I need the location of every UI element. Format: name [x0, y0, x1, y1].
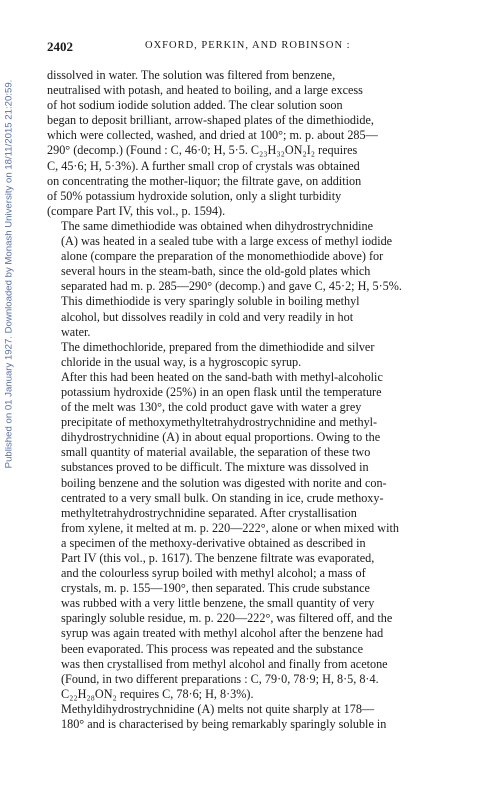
text-line: sparingly soluble residue, m. p. 220—222°, was filtered off, and the	[61, 611, 393, 626]
text-line: separated had m. p. 285—290° (decomp.) and gave C, 45·2; H, 5·5%.	[61, 279, 402, 294]
text-line: boiling benzene and the solution was digested with norite and con-	[61, 475, 387, 490]
paragraph	[47, 340, 439, 370]
text-line: was then crystallised from methyl alcohol and finally from acetone	[61, 656, 388, 671]
text-line: a specimen of the methoxy-derivative obtained as described in	[61, 535, 366, 550]
paragraph	[47, 702, 439, 732]
text-line: alone (compare the preparation of the monomethiodide above) for	[61, 249, 384, 264]
text-line: been evaporated. This process was repeated and the substance	[61, 641, 363, 656]
text-line: (A) was heated in a sealed tube with a large excess of methyl iodide	[61, 234, 393, 249]
text-line: potassium hydroxide (25%) in an open flask until the temperature	[61, 384, 382, 399]
text-line: from xylene, it melted at m. p. 220—222°, alone or when mixed with	[61, 520, 399, 535]
text-line: methyltetrahydrostrychnidine separated. After crystallisation	[61, 505, 357, 520]
page-number: 2402	[47, 39, 73, 54]
page-header	[47, 39, 439, 55]
text-line: (Found, in two different preparations : C, 79·0, 78·9; H, 8·5, 8·4.	[61, 671, 379, 686]
running-head: OXFORD, PERKIN, AND ROBINSON :	[145, 40, 351, 51]
text-line: Part IV (this vol., p. 1617). The benzene filtrate was evaporated,	[61, 551, 375, 565]
text-line: small quantity of material available, the separation of these two	[61, 445, 371, 460]
text-line: water.	[61, 324, 91, 339]
paragraph	[47, 370, 439, 702]
text-line: C, 45·6; H, 5·3%). A further small crop of crystals was obtained	[47, 158, 360, 173]
text-line: was rubbed with a very little benzene, the small quantity of very	[61, 596, 375, 611]
text-line: began to deposit brilliant, arrow-shaped plates of the dimethiodide,	[47, 113, 374, 128]
text-line: and the colourless syrup boiled with methyl alcohol; a mass of	[61, 566, 366, 581]
text-line: which were collected, washed, and dried at 100°; m. p. about 285—	[47, 128, 378, 143]
text-line: 180° and is characterised by being remarkably sparingly soluble in	[61, 717, 387, 732]
paragraph	[47, 219, 439, 340]
text-line: of 50% potassium hydroxide solution, only a slight turbidity	[47, 188, 342, 203]
text-line: Methyldihydrostrychnidine (A) melts not quite sharply at 178—	[61, 701, 375, 716]
text-line: centrated to a very small bulk. On standing in ice, crude methoxy-	[61, 490, 384, 505]
text-line: of the melt was 130°, the cold product gave with water a grey	[61, 400, 362, 415]
text-line: (compare Part IV, this vol., p. 1594).	[47, 203, 226, 218]
text-line: The same dimethiodide was obtained when dihydrostrychnidine	[61, 218, 374, 233]
text-line: alcohol, but dissolves readily in cold and very readily in hot	[61, 309, 354, 324]
text-line: on concentrating the mother-liquor; the filtrate gave, on addition	[47, 173, 362, 188]
text-line: dihydrostrychnidine (A) in about equal proportions. Owing to the	[61, 430, 381, 445]
text-line: This dimethiodide is very sparingly soluble in boiling methyl	[61, 294, 360, 309]
text-line: C₂₂H₂₈ON₂ requires C, 78·6; H, 8·3%).	[61, 686, 254, 701]
text-line: several hours in the steam-bath, since the old-gold plates which	[61, 264, 371, 279]
text-line: chloride in the usual way, is a hygroscopic syrup.	[61, 354, 302, 369]
text-line: substances proved to be difficult. The mixture was dissolved in	[61, 460, 369, 475]
text-line: of hot sodium iodide solution added. The clear solution soon	[47, 98, 343, 113]
download-watermark-text: Published on 01 January 1927. Downloaded by Monash University on 18/11/2015 21:20:59.	[3, 79, 15, 469]
text-line: syrup was again treated with methyl alcohol after the benzene had	[61, 626, 384, 641]
text-line: crystals, m. p. 155—190°, then separated. This crude substance	[61, 581, 370, 596]
article-body	[47, 68, 439, 732]
text-line: dissolved in water. The solution was filtered from benzene,	[47, 68, 336, 82]
text-line: After this had been heated on the sand-bath with methyl-alcoholic	[61, 369, 383, 384]
text-line: 290° (decomp.) (Found : C, 46·0; H, 5·5. C₂₃H₃₂ON₂I₂ requires	[47, 143, 358, 158]
paragraph	[47, 68, 439, 219]
text-line: precipitate of methoxymethyltetrahydrostrychnidine and methyl-	[61, 415, 378, 430]
text-line: neutralised with potash, and heated to boiling, and a large excess	[47, 83, 363, 98]
download-watermark	[2, 64, 16, 484]
text-line: The dimethochloride, prepared from the dimethiodide and silver	[61, 339, 375, 354]
